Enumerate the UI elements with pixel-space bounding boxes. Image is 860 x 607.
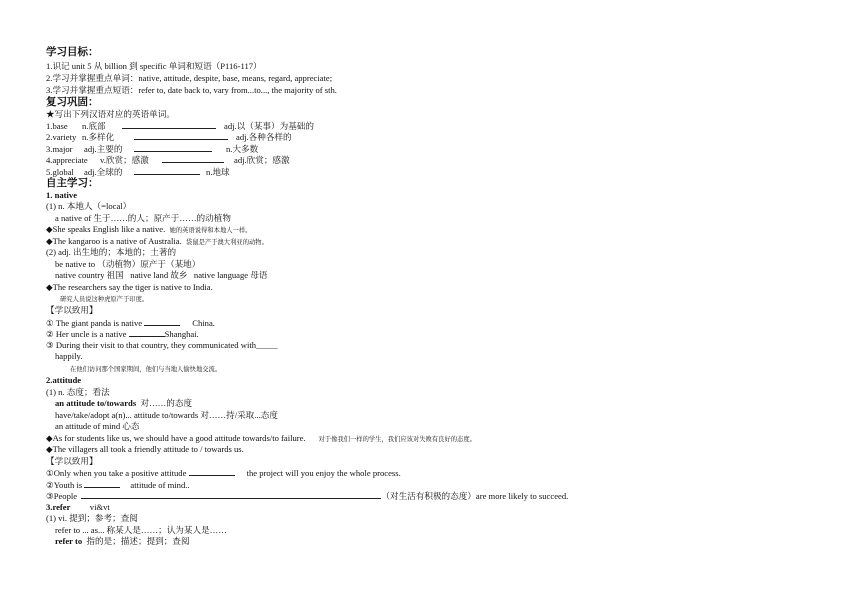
- attitude-phrase: have/take/adopt a(n)... attitude to/towards 对……持/采取...态度: [55, 410, 278, 420]
- practice-item: [46, 467, 401, 479]
- answer-blank: [134, 143, 212, 152]
- practice-text: China.: [192, 318, 215, 328]
- native-sense-2: (2) adj. 出生地的；本地的；土著的: [46, 247, 177, 257]
- practice-text: ① The giant panda is native: [46, 318, 143, 328]
- answer-blank: [144, 317, 180, 326]
- review-row: [46, 154, 290, 166]
- review-title: 复习巩固：: [46, 96, 99, 108]
- refer-phrase: [55, 536, 190, 547]
- objective-item: 2.学习并掌握重点单词：native, attitude, despite, base, means, regard, appreciate;: [46, 73, 333, 83]
- review-word: 5.global: [46, 167, 74, 177]
- native-phrase: a native of 生于……的人；原产于……的动植物: [55, 213, 231, 223]
- review-row: [46, 131, 292, 143]
- review-target-meaning: adj.各种各样的: [236, 132, 292, 142]
- review-instruction: ★写出下列汉语对应的英语单词。: [46, 109, 175, 119]
- answer-blank: [81, 490, 381, 499]
- attitude-heading: 2.attitude: [46, 375, 82, 385]
- native-phrase: be native to （动植物）原产于（某地）: [55, 259, 201, 269]
- refer-pos: vi&vt: [89, 502, 110, 512]
- attitude-phrase: [55, 398, 192, 409]
- answer-blank: [129, 328, 165, 337]
- practice-text: （对生活有积极的态度）are more likely to succeed.: [381, 491, 569, 501]
- practice-item: ③ During their visit to that country, they communicated with_____: [46, 340, 278, 350]
- refer-phrase: refer to ... as... 称某人是……；认为某人是……: [55, 525, 227, 535]
- phrase-meaning: 指的是；描述；提到；查阅: [86, 536, 190, 546]
- refer-word: 3.refer: [46, 502, 71, 512]
- answer-blank: [134, 166, 200, 175]
- native-sense-1: (1) n. 本地人（=local）: [46, 201, 132, 211]
- native-heading: 1. native: [46, 190, 78, 200]
- practice-title: 【学以致用】: [46, 456, 98, 466]
- review-meaning: n.底部: [82, 121, 106, 131]
- answer-blank: [134, 131, 228, 140]
- example-chinese: 对于像我们一样的学生，我们应该对失败有良好的态度。: [318, 436, 476, 443]
- refer-sense-1: (1) vi. 提到；参考；查阅: [46, 513, 138, 523]
- review-target-meaning: n.地球: [206, 167, 230, 177]
- example-chinese: 她的英语说得和本地人一样。: [169, 227, 252, 234]
- attitude-phrase: an attitude of mind 心态: [55, 421, 140, 431]
- native-phrase: native language 母语: [193, 270, 268, 280]
- review-meaning: v.欣赏；感激: [100, 155, 149, 165]
- native-phrase: native country 祖国: [55, 270, 124, 280]
- review-meaning: adj.全球的: [84, 167, 123, 177]
- native-example-3: ◆The researchers say the tiger is native to India.: [46, 282, 213, 292]
- native-phrase-list: [55, 270, 267, 281]
- practice-item: [46, 328, 199, 340]
- practice-text: ②Youth is: [46, 480, 83, 490]
- native-example-1: [46, 224, 251, 236]
- objectives-title: 学习目标：: [46, 46, 99, 58]
- example-english: ◆As for students like us, we should have a good attitude towards/to failure.: [46, 433, 306, 443]
- practice-item: [46, 490, 568, 502]
- attitude-sense-1: (1) n. 态度；看法: [46, 387, 110, 397]
- answer-blank: [122, 120, 216, 129]
- review-word: 4.appreciate: [46, 155, 88, 165]
- example-chinese: 袋鼠是产于澳大利亚的动物。: [186, 239, 268, 246]
- review-target-meaning: adj.以（某事）为基础的: [224, 121, 314, 131]
- phrase-keyword: refer to: [55, 536, 83, 546]
- practice-text: ①Only when you take a positive attitude: [46, 468, 187, 478]
- practice-text: the project will you enjoy the whole process.: [246, 468, 401, 478]
- example-english: ◆The kangaroo is a native of Australia.: [46, 236, 182, 246]
- self-study-title: 自主学习：: [46, 177, 99, 189]
- practice-text: attitude of mind..: [130, 480, 190, 490]
- answer-blank: [189, 467, 235, 476]
- answer-blank: [162, 154, 224, 163]
- phrase-meaning: 对……的态度: [140, 398, 193, 408]
- practice-text: happily.: [55, 351, 83, 361]
- answer-blank: [84, 479, 120, 488]
- phrase-keyword: an attitude to/towards: [55, 398, 137, 408]
- review-word: 3.major: [46, 144, 73, 154]
- practice-hint: 在他们访问那个国家期间，他们与当地人愉快地交流。: [70, 366, 222, 373]
- review-word: 2.variety: [46, 132, 77, 142]
- practice-text: ③People: [46, 491, 78, 501]
- native-phrase: native land 故乡: [130, 270, 188, 280]
- objective-item: 1.识记 unit 5 从 billion 到 specific 单词和短语（P116-117）: [46, 61, 262, 71]
- review-meaning: n.多样化: [82, 132, 115, 142]
- practice-title: 【学以致用】: [46, 305, 98, 315]
- example-chinese: 研究人员说这种虎原产于印度。: [60, 296, 149, 303]
- review-meaning: adj.主要的: [84, 144, 123, 154]
- review-word: 1.base: [46, 121, 68, 131]
- practice-text: Shanghai.: [164, 329, 199, 339]
- attitude-example-2: ◆The villagers all took a friendly attitude to / towards us.: [46, 444, 244, 454]
- example-english: ◆She speaks English like a native.: [46, 224, 166, 234]
- practice-text: ② Her uncle is a native: [46, 329, 127, 339]
- refer-heading: [46, 502, 110, 513]
- review-target-meaning: n.大多数: [226, 144, 259, 154]
- review-target-meaning: adj.欣赏；感激: [234, 155, 290, 165]
- objective-item: 3.学习并掌握重点短语：refer to, date back to, vary from...to..., the majority of sth.: [46, 85, 337, 95]
